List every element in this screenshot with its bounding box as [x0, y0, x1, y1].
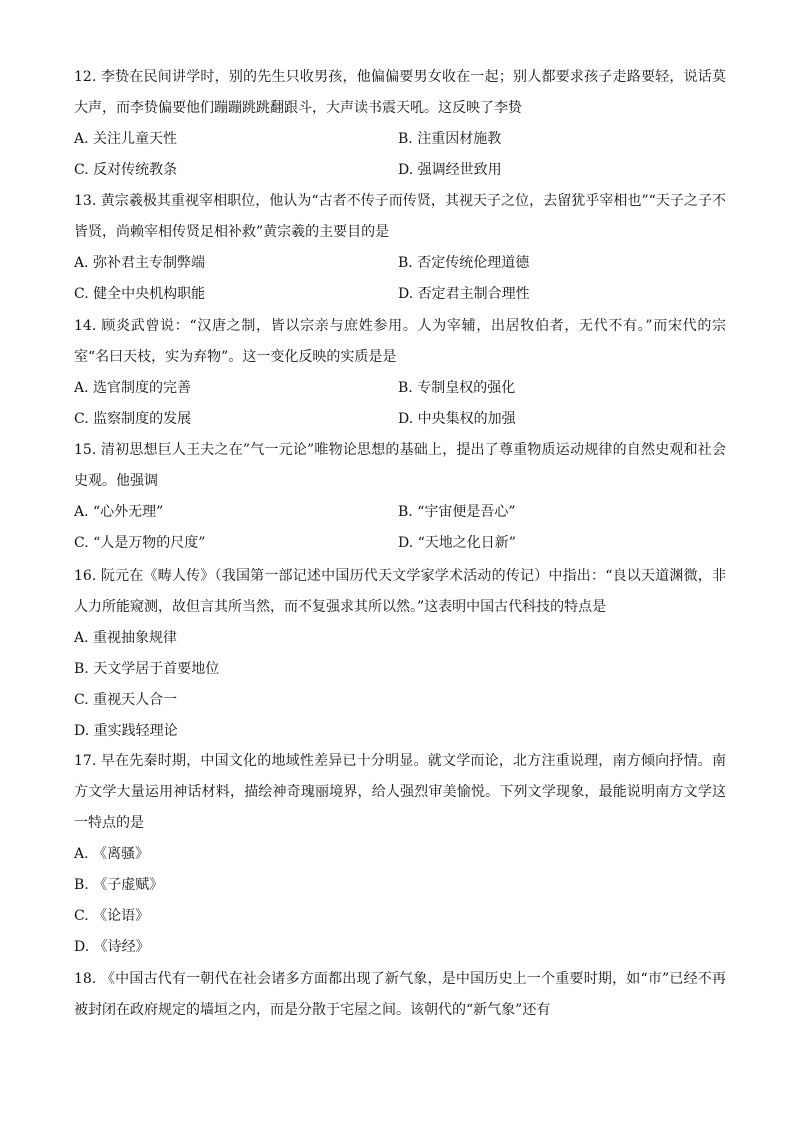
question-18: [74, 964, 726, 1026]
option-c[interactable]: C. “人是万物的尺度”: [74, 535, 206, 551]
question-stem: 18. 《中国古代有一朝代在社会诸多方面都出现了新气象，是中国历史上一个重要时期，如“市”已经不再被封闭在政府规定的墙垣之内，而是分散于宅屋之间。该朝代的“新气象”还有: [74, 971, 726, 1018]
option-d[interactable]: D. 强调经世致用: [398, 162, 502, 178]
option-c[interactable]: C. 反对传统教条: [74, 162, 178, 178]
option-d[interactable]: D. 中央集权的加强: [398, 411, 516, 427]
option-c[interactable]: C. 监察制度的发展: [74, 411, 192, 427]
question-stem: 16. 阮元在《畴人传》（我国第一部记述中国历代天文学家学术活动的传记）中指出：“良以天道渊微，非人力所能窥测，故但言其所当然，而不复强求其所以然。”这表明中国古代科技的特点是: [74, 568, 726, 615]
question-14: [74, 311, 726, 435]
options-grid: [74, 248, 726, 310]
option-b[interactable]: B. 《子虚赋》: [74, 877, 164, 893]
option-a[interactable]: A. 关注儿童天性: [74, 131, 178, 147]
question-stem: 13. 黄宗羲极其重视宰相职位，他认为“古者不传子而传贤，其视天子之位，去留犹乎宰相也”“天子之子不皆贤，尚赖宰相传贤足相补救”黄宗羲的主要目的是: [74, 193, 726, 240]
options-grid: [74, 124, 726, 186]
option-c[interactable]: C. 重视天人合一: [74, 692, 178, 708]
question-15: [74, 435, 726, 559]
options-grid: [74, 497, 726, 559]
options-grid: [74, 373, 726, 435]
options-list: [74, 839, 726, 963]
option-a[interactable]: A. 弥补君主专制弊端: [74, 255, 206, 271]
option-c[interactable]: C. 《论语》: [74, 908, 150, 924]
option-a[interactable]: A. “心外无理”: [74, 504, 164, 520]
question-13: [74, 186, 726, 310]
question-stem: 12. 李贽在民间讲学时，别的先生只收男孩，他偏偏要男女收在一起；别人都要求孩子走路要轻，说话莫大声，而李贽偏要他们蹦蹦跳跳翻跟斗，大声读书震天吼。这反映了李贽: [74, 69, 726, 116]
option-d[interactable]: D. 否定君主制合理性: [398, 286, 530, 302]
option-b[interactable]: B. 注重因材施教: [398, 131, 502, 147]
options-list: [74, 623, 726, 747]
option-b[interactable]: B. 天文学居于首要地位: [74, 661, 220, 677]
question-12: [74, 62, 726, 186]
question-stem: 17. 早在先秦时期，中国文化的地域性差异已十分明显。就文学而论，北方注重说理，南方倾向抒情。南方文学大量运用神话材料，描绘神奇瑰丽境界，给人强烈审美愉悦。下列文学现象，最能说明南方文学这一特点的是: [74, 753, 726, 831]
option-c[interactable]: C. 健全中央机构职能: [74, 286, 206, 302]
question-stem: 15. 清初思想巨人王夫之在”气一元论”唯物论思想的基础上，提出了尊重物质运动规律的自然史观和社会史观。他强调: [74, 442, 726, 489]
option-a[interactable]: A. 《离骚》: [74, 846, 150, 862]
question-stem: 14. 顾炎武曾说：“汉唐之制，皆以宗亲与庶姓参用。人为宰辅，出居牧伯者，无代不有。”而宋代的宗室“名曰天枝，实为弃物”。这一变化反映的实质是是: [74, 318, 726, 365]
option-d[interactable]: D. 《诗经》: [74, 939, 150, 955]
question-16: [74, 561, 726, 747]
question-17: [74, 746, 726, 963]
option-d[interactable]: D. “天地之化日新”: [398, 535, 516, 551]
option-a[interactable]: A. 重视抽象规律: [74, 630, 178, 646]
option-b[interactable]: B. “宇宙便是吾心”: [398, 504, 516, 520]
option-d[interactable]: D. 重实践轻理论: [74, 723, 178, 739]
option-b[interactable]: B. 否定传统伦理道德: [398, 255, 530, 271]
option-b[interactable]: B. 专制皇权的强化: [398, 380, 516, 396]
option-a[interactable]: A. 选官制度的完善: [74, 380, 192, 396]
